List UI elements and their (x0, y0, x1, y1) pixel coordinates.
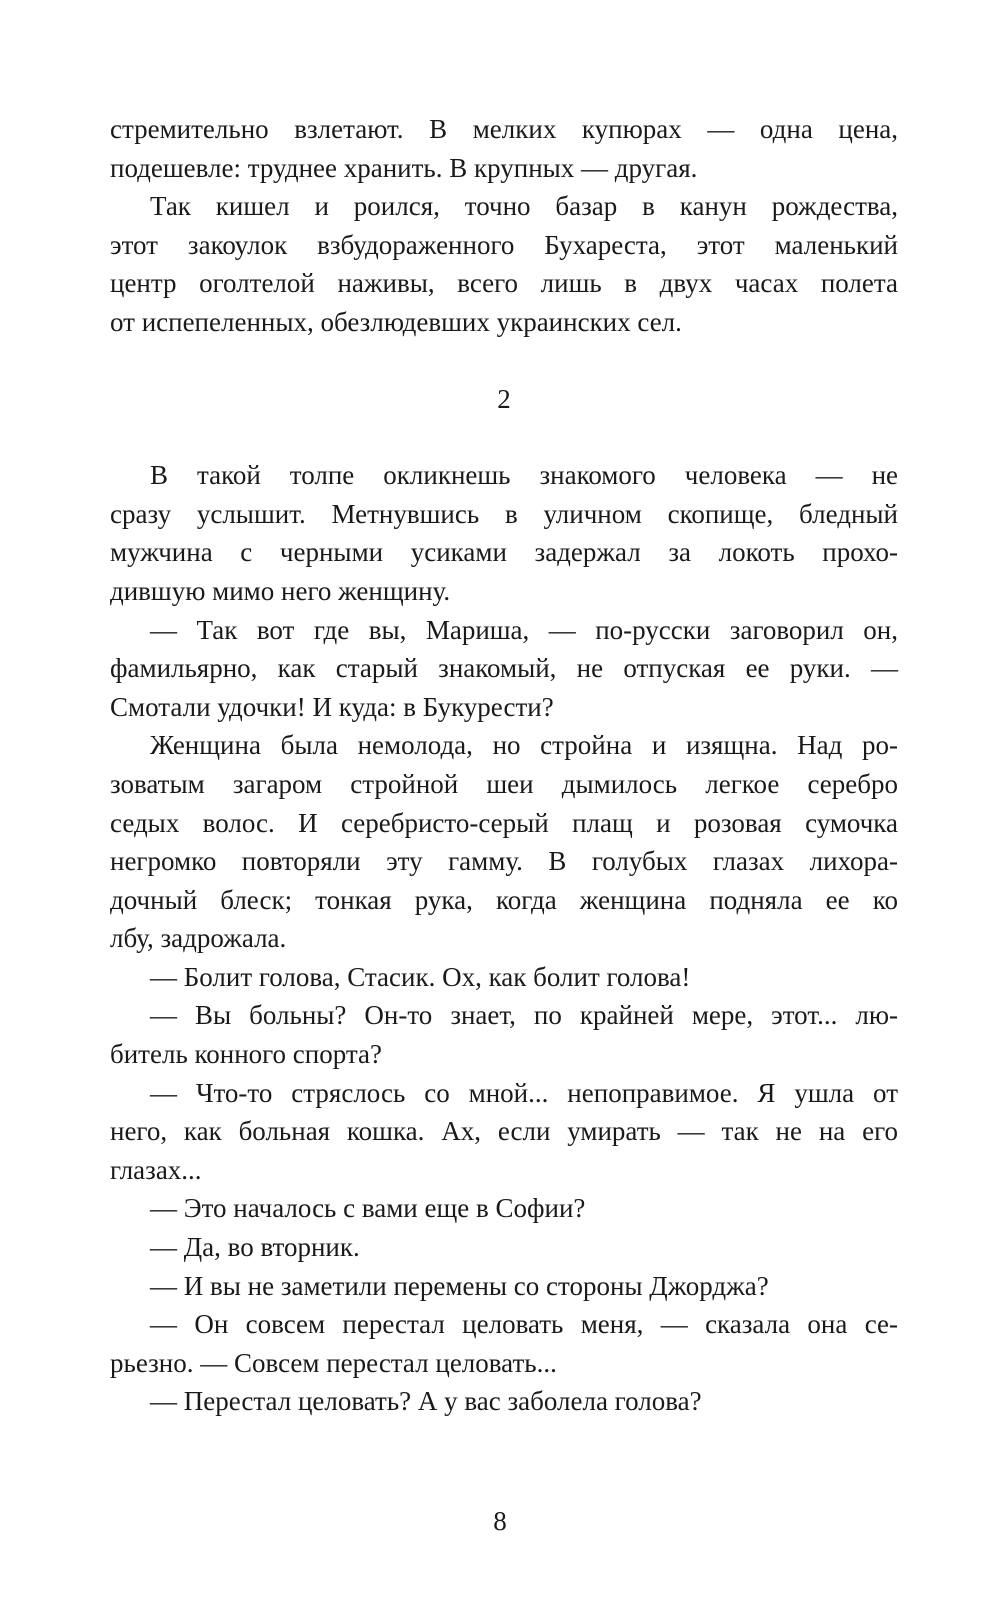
text-line: дившую мимо него женщину. (110, 575, 451, 606)
text-line: — Это началось с вами еще в Софии? (150, 1193, 586, 1224)
text-line: — Да, во вторник. (150, 1232, 360, 1263)
paragraph (110, 110, 898, 187)
paragraph (110, 456, 898, 610)
paragraph (110, 1189, 898, 1228)
paragraph (110, 996, 898, 1073)
page-number: 8 (493, 1506, 507, 1536)
text-line: битель конного спорта? (110, 1039, 382, 1070)
paragraph (110, 1305, 898, 1382)
text-line: — Он совсем перестал целовать меня, — сказала она се- (150, 1309, 898, 1340)
text-line: подешевле: труднее хранить. В крупных — другая. (110, 152, 698, 183)
paragraph (110, 187, 898, 341)
text-line: зоватым загаром стройной шеи дымилось легкое серебро (110, 768, 898, 799)
paragraph (110, 1228, 898, 1267)
text-line: центр оголтелой наживы, всего лишь в двух часах полета (110, 268, 898, 299)
text-line: — И вы не заметили перемены со стороны Джорджа? (150, 1270, 769, 1301)
text-line: дочный блеск; тонкая рука, когда женщина подняла ее ко (110, 884, 898, 915)
text-line: глазах... (110, 1154, 202, 1185)
text-line: — Вы больны? Он-то знает, по крайней мере, этот... лю- (150, 1000, 898, 1031)
text-line: седых волос. И серебристо-серый плащ и розовая сумочка (110, 807, 898, 838)
text-line: от испепеленных, обезлюдевших украинских сел. (110, 306, 682, 337)
text-line: Смотали удочки! И куда: в Букурести? (110, 691, 554, 722)
text-line: Так кишел и роился, точно базар в канун рождества, (150, 191, 898, 222)
text-line: мужчина с черными усиками задержал за локоть прохо- (110, 537, 898, 568)
chapter-number: 2 (497, 383, 511, 414)
text-line: этот закоулок взбудораженного Бухареста, этот маленький (110, 229, 898, 260)
paragraph (110, 1074, 898, 1190)
paragraph (110, 1267, 898, 1306)
paragraph (110, 958, 898, 997)
paragraph (110, 611, 898, 727)
book-page-body (110, 110, 898, 1421)
paragraph (110, 1382, 898, 1421)
text-line: Женщина была немолода, но стройна и изящна. Над ро- (150, 730, 898, 761)
text-line: негромко повторяли эту гамму. В голубых глазах лихора- (110, 846, 898, 877)
text-line: фамильярно, как старый знакомый, не отпуская ее руки. — (110, 653, 898, 684)
text-line: — Так вот где вы, Мариша, — по-русски заговорил он, (150, 614, 898, 645)
text-line: — Перестал целовать? А у вас заболела голова? (150, 1386, 702, 1417)
text-line: лбу, задрожала. (110, 923, 287, 954)
text-line: рьезно. — Совсем перестал целовать... (110, 1347, 557, 1378)
text-line: В такой толпе окликнешь знакомого человека — не (150, 460, 898, 491)
paragraph (110, 726, 898, 958)
text-line: него, как больная кошка. Ах, если умирать — так не на его (110, 1116, 898, 1147)
text-line: — Что-то стряслось со мной... непоправимое. Я ушла от (150, 1077, 898, 1108)
text-line: — Болит голова, Стасик. Ох, как болит голова! (150, 961, 691, 992)
text-line: стремительно взлетают. В мелких купюрах — одна цена, (110, 114, 898, 144)
text-line: сразу услышит. Метнувшись в уличном скопище, бледный (110, 498, 898, 529)
